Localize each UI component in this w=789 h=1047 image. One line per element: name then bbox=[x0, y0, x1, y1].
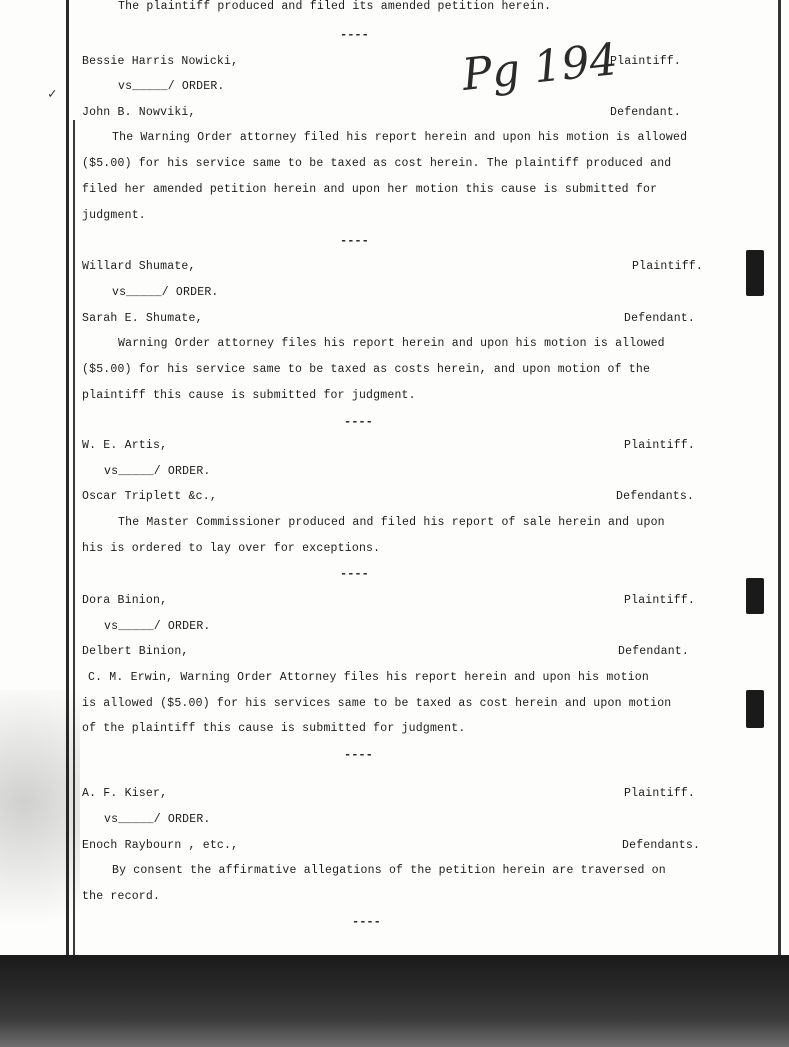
plaintiff-role: Plaintiff. bbox=[624, 787, 696, 800]
order-body-line: The Warning Order attorney filed his report herein and upon his motion is allowed bbox=[112, 131, 688, 144]
carryover-line: The plaintiff produced and filed its amended petition herein. bbox=[118, 0, 552, 13]
scan-speckle bbox=[0, 690, 80, 970]
case-separator: ---- bbox=[352, 915, 381, 929]
vs-order: vs_____/ ORDER. bbox=[118, 80, 225, 93]
defendant-name: Sarah E. Shumate, bbox=[82, 312, 203, 325]
case-separator: ---- bbox=[340, 234, 369, 248]
order-body-line: of the plaintiff this cause is submitted for judgment. bbox=[82, 722, 466, 735]
scan-bottom-shadow bbox=[0, 955, 789, 1047]
vs-order: vs_____/ ORDER. bbox=[112, 286, 219, 299]
case-separator: ---- bbox=[344, 415, 373, 429]
plaintiff-role: Plaintiff. bbox=[624, 439, 696, 452]
defendant-role: Defendant. bbox=[610, 106, 682, 119]
order-body-line: is allowed ($5.00) for his services same to be taxed as cost herein and upon motion bbox=[82, 697, 672, 710]
plaintiff-role: Plaintiff. bbox=[610, 55, 682, 68]
handwritten-page-note: Pg 194 bbox=[459, 33, 620, 102]
binder-tab bbox=[746, 250, 764, 296]
order-body-line: ($5.00) for his service same to be taxed as costs herein, and upon motion of the bbox=[82, 363, 651, 376]
defendant-name: Oscar Triplett &c., bbox=[82, 490, 217, 503]
check-mark-icon: ✓ bbox=[48, 87, 57, 103]
order-body-line: C. M. Erwin, Warning Order Attorney files his report herein and upon his motion bbox=[88, 671, 649, 684]
plaintiff-name: Dora Binion, bbox=[82, 594, 168, 607]
case-separator: ---- bbox=[340, 567, 369, 581]
case-separator: ---- bbox=[344, 748, 373, 762]
order-body-line: plaintiff this cause is submitted for judgment. bbox=[82, 389, 416, 402]
binder-tab bbox=[746, 578, 764, 614]
order-body-line: By consent the affirmative allegations of the petition herein are traversed on bbox=[112, 864, 666, 877]
order-body-line: filed her amended petition herein and upon her motion this cause is submitted for bbox=[82, 183, 658, 196]
case-separator: ---- bbox=[340, 28, 369, 42]
plaintiff-name: Bessie Harris Nowicki, bbox=[82, 55, 239, 68]
plaintiff-name: W. E. Artis, bbox=[82, 439, 168, 452]
plaintiff-name: A. F. Kiser, bbox=[82, 787, 168, 800]
defendant-name: Delbert Binion, bbox=[82, 645, 189, 658]
order-body-line: ($5.00) for his service same to be taxed as cost herein. The plaintiff produced and bbox=[82, 157, 672, 170]
plaintiff-role: Plaintiff. bbox=[624, 594, 696, 607]
order-body-line: his is ordered to lay over for exceptions. bbox=[82, 542, 381, 555]
defendant-name: John B. Nowviki, bbox=[82, 106, 196, 119]
defendant-role: Defendant. bbox=[624, 312, 696, 325]
defendant-role: Defendants. bbox=[616, 490, 695, 503]
plaintiff-role: Plaintiff. bbox=[632, 260, 704, 273]
order-body-line: the record. bbox=[82, 890, 161, 903]
vs-order: vs_____/ ORDER. bbox=[104, 813, 211, 826]
binder-tab bbox=[746, 690, 764, 728]
defendant-name: Enoch Raybourn , etc., bbox=[82, 839, 239, 852]
right-page-edge bbox=[778, 0, 781, 965]
order-body-line: judgment. bbox=[82, 209, 146, 222]
defendant-role: Defendant. bbox=[618, 645, 690, 658]
order-body-line: Warning Order attorney files his report herein and upon his motion is allowed bbox=[118, 337, 665, 350]
order-body-line: The Master Commissioner produced and filed his report of sale herein and upon bbox=[118, 516, 665, 529]
defendant-role: Defendants. bbox=[622, 839, 701, 852]
vs-order: vs_____/ ORDER. bbox=[104, 620, 211, 633]
vs-order: vs_____/ ORDER. bbox=[104, 465, 211, 478]
plaintiff-name: Willard Shumate, bbox=[82, 260, 196, 273]
